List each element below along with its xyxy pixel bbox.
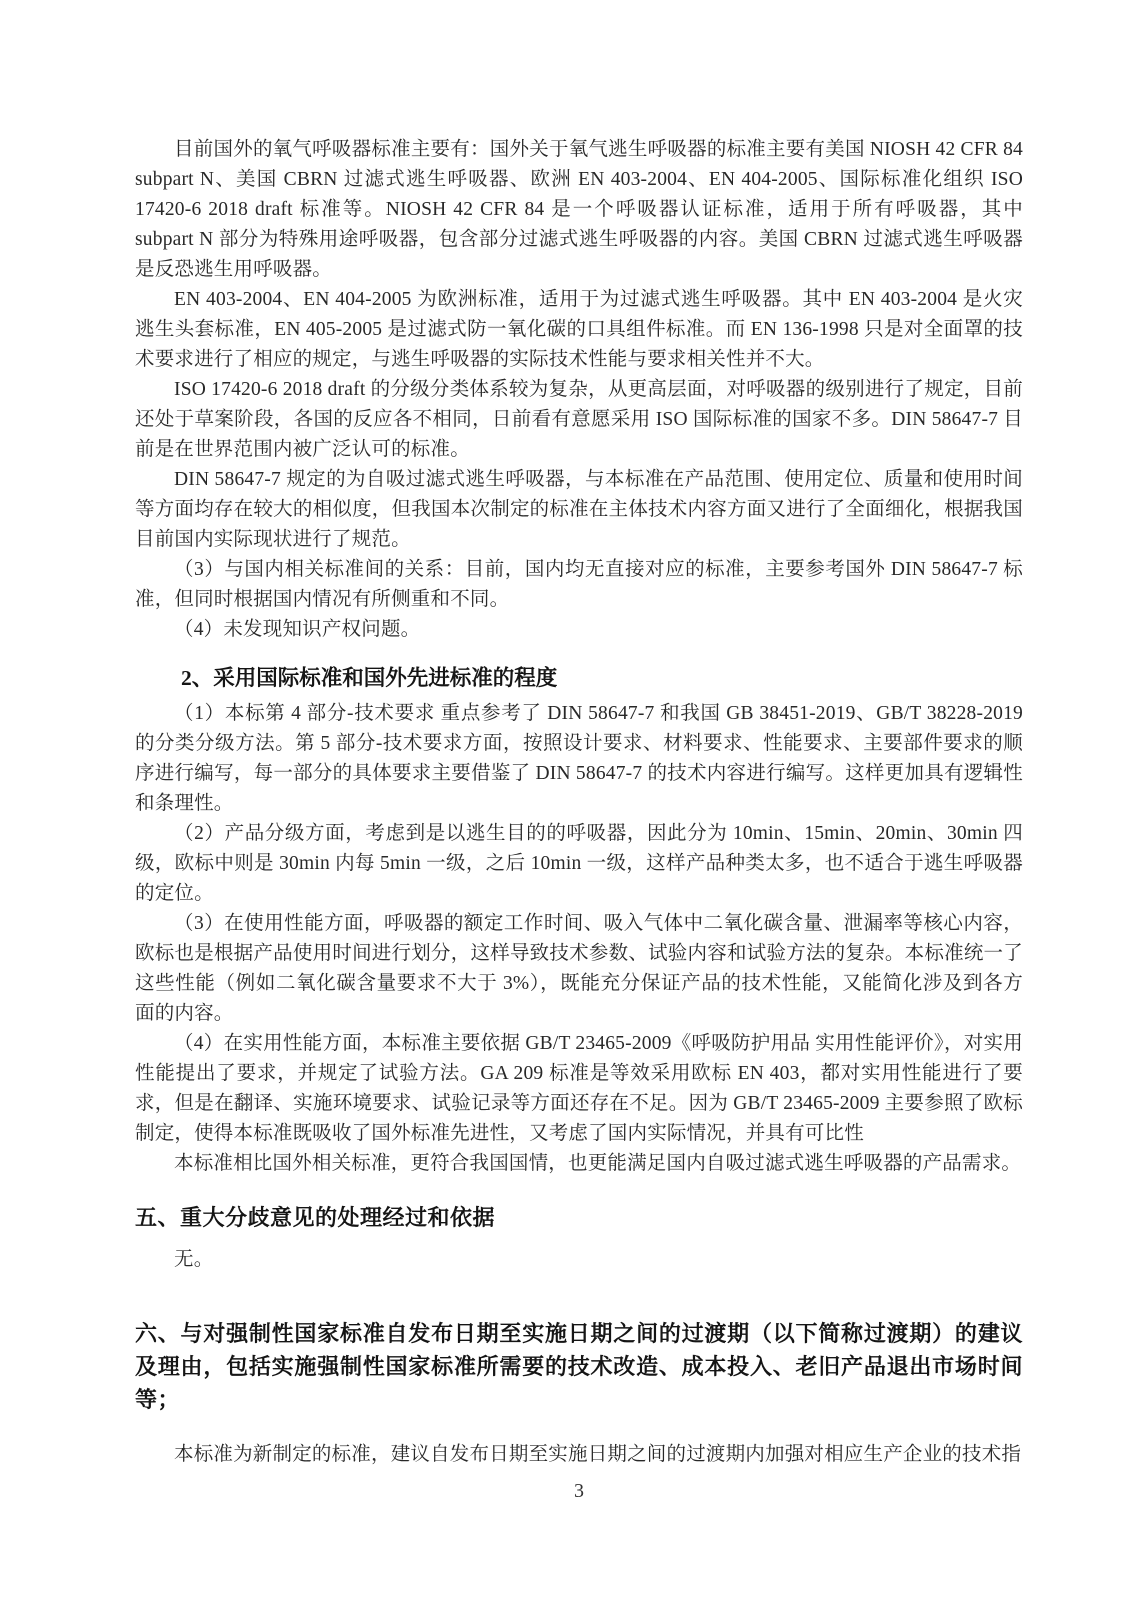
paragraph: 目前国外的氧气呼吸器标准主要有：国外关于氧气逃生呼吸器的标准主要有美国 NIOSH 42 CFR 84 subpart N、美国 CBRN 过滤式逃生呼吸器、欧洲 EN 403-2004、EN 404-2005、国际标准化组织 ISO 17420-6 2018 draft 标准等。NIOSH 42 CFR 84 是一个呼吸器认证标准，适用于所有呼吸器，其中 subpart N 部分为特殊用途呼吸器，包含部分过滤式逃生呼吸器的内容。美国 CBRN 过滤式逃生呼吸器是反恐逃生用呼吸器。 — [135, 139, 1023, 280]
paragraph: DIN 58647-7 规定的为自吸过滤式逃生呼吸器，与本标准在产品范围、使用定位、质量和使用时间等方面均存在较大的相似度，但我国本次制定的标准在主体技术内容方面又进行了全面细化，根据我国目前国内实际现状进行了规范。 — [135, 469, 1023, 550]
paragraph: 本标准相比国外相关标准，更符合我国国情，也更能满足国内自吸过滤式逃生呼吸器的产品需求。 — [174, 1153, 1022, 1174]
paragraph: ISO 17420-6 2018 draft 的分级分类体系较为复杂，从更高层面，对呼吸器的级别进行了规定，目前还处于草案阶段，各国的反应各不相同，日前看有意愿采用 ISO 国际标准的国家不多。DIN 58647-7 目前是在世界范围内被广泛认可的标准。 — [135, 379, 1023, 460]
heading-adoption-of-international-standards: 2、采用国际标准和国外先进标准的程度 — [181, 666, 558, 690]
page-content — [135, 0, 1023, 1470]
paragraph: 本标准为新制定的标准，建议自发布日期至实施日期之间的过渡期内加强对相应生产企业的技术指 — [174, 1444, 1022, 1465]
paragraph: （3）在使用性能方面，呼吸器的额定工作时间、吸入气体中二氧化碳含量、泄漏率等核心内容，欧标也是根据产品使用时间进行划分，这样导致技术参数、试验内容和试验方法的复杂。本标准统一了这些性能（例如二氧化碳含量要求不大于 3%），既能充分保证产品的技术性能，又能简化涉及到各方面的内容。 — [135, 913, 1023, 1024]
paragraph: 无。 — [174, 1249, 214, 1270]
paragraph: （4）在实用性能方面，本标准主要依据 GB/T 23465-2009《呼吸防护用品 实用性能评价》，对实用性能提出了要求，并规定了试验方法。GA 209 标准是等效采用欧标 EN 403，都对实用性能进行了要求，但是在翻译、实施环境要求、试验记录等方面还存在不足。因为 GB/T 23465-2009 主要参照了欧标制定，使得本标准既吸收了国外标准先进性，又考虑了国内实际情况，并具有可比性 — [135, 1033, 1023, 1144]
paragraph: EN 403-2004、EN 404-2005 为欧洲标准，适用于为过滤式逃生呼吸器。其中 EN 403-2004 是火灾逃生头套标准，EN 405-2005 是过滤式防一氧化碳的口具组件标准。而 EN 136-1998 只是对全面罩的技术要求进行了相应的规定，与逃生呼吸器的实际技术性能与要求相关性并不大。 — [135, 289, 1023, 370]
paragraph: （4）未发现知识产权问题。 — [174, 619, 421, 640]
heading-section5-disagreements: 五、重大分歧意见的处理经过和依据 — [135, 1205, 496, 1230]
paragraph: （1）本标第 4 部分-技术要求 重点参考了 DIN 58647-7 和我国 GB 38451-2019、GB/T 38228-2019 的分类分级方法。第 5 部分-技术要求方面，按照设计要求、材料要求、性能要求、主要部件要求的顺序进行编写，每一部分的具体要求主要借鉴了 DIN 58647-7 的技术内容进行编写。这样更加具有逻辑性和条理性。 — [135, 703, 1023, 814]
paragraph: （2）产品分级方面，考虑到是以逃生目的的呼吸器，因此分为 10min、15min、20min、30min 四级，欧标中则是 30min 内每 5min 一级，之后 10min 一级，这样产品种类太多，也不适合于逃生呼吸器的定位。 — [135, 823, 1023, 904]
paragraph: （3）与国内相关标准间的关系：目前，国内均无直接对应的标准，主要参考国外 DIN 58647-7 标准，但同时根据国内情况有所侧重和不同。 — [135, 559, 1023, 610]
page-number: 3 — [574, 1480, 584, 1502]
heading-section6-transition-period: 六、与对强制性国家标准自发布日期至实施日期之间的过渡期（以下简称过渡期）的建议及理由，包括实施强制性国家标准所需要的技术改造、成本投入、老旧产品退出市场时间等； — [135, 1321, 1023, 1412]
